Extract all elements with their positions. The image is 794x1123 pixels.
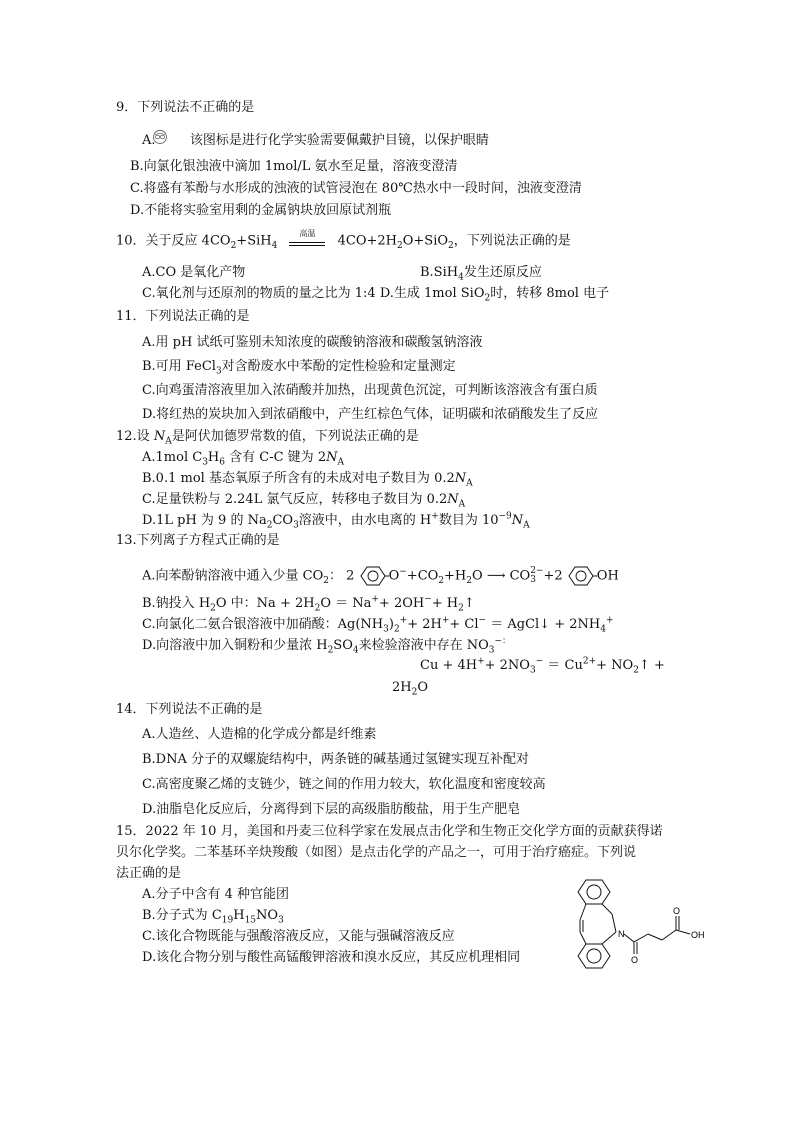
q13-option-d: [142, 638, 511, 654]
q10-option-a: A.CO 是氧化产物: [142, 265, 246, 280]
sub: 2: [314, 603, 321, 614]
eq-part: 2H: [392, 680, 412, 695]
sup: +: [605, 615, 614, 626]
sup: +: [441, 615, 450, 626]
q13-d-prefix: D.向溶液中加入铜粉和少量浓 H: [142, 638, 328, 653]
sub: 2: [438, 576, 445, 587]
sup: 2−: [530, 566, 544, 576]
eq-part: + 2NO: [484, 658, 530, 673]
q13-c-prefix: C.向氯化二氨合银溶液中加硝酸：Ag(NH: [142, 617, 384, 632]
sub: 3: [215, 366, 222, 377]
sub: 3: [383, 624, 389, 635]
q10-stem: [116, 229, 571, 252]
eq-part: O 中：Na + 2H: [215, 596, 315, 611]
q13-option-c: [142, 617, 614, 633]
sub: 4: [352, 645, 359, 656]
q13-stem: 13.下列离子方程式正确的是: [116, 533, 280, 548]
sub: 3: [293, 520, 299, 531]
sub: 2: [458, 603, 464, 614]
sub: 15: [244, 915, 257, 926]
sub: 2: [484, 293, 491, 304]
q10-text-3: 4CO+2H: [337, 233, 397, 249]
reaction-arrow: [287, 229, 327, 249]
avogadro-symbol: N: [511, 513, 524, 528]
sup: +: [371, 594, 379, 605]
sub: 2: [393, 624, 400, 635]
q12-suffix: 是阿伏加德罗常数的值，下列说法正确的是: [171, 429, 419, 444]
q10-b-prefix: B.SiH: [420, 265, 459, 280]
q12-prefix: 12.设: [116, 429, 154, 444]
sub: 3: [202, 457, 208, 468]
q10-option-c: C.氧化剂与还原剂的物质的量之比为 1:4: [142, 286, 376, 301]
q12-d-mid2: 数目为 10: [438, 513, 499, 528]
sup: 2+: [582, 656, 597, 667]
q11-option-b: [142, 359, 456, 375]
q15-option-d: D.该化合物分别与酸性高锰酸钾溶液和溴水反应，其反应机理相同: [142, 950, 521, 965]
q15-stem-line3: 法正确的是: [116, 866, 182, 881]
q9-a-text: 该图标是进行化学实验需要佩戴护目镜，以保护眼睛: [189, 133, 489, 148]
q15-option-a: A.分子中含有 4 种官能团: [142, 887, 290, 902]
q13-d-equation-cont: [392, 680, 428, 696]
q12-option-b: [142, 471, 473, 487]
avogadro-symbol: N: [454, 471, 467, 486]
carbonate: CO: [509, 568, 531, 584]
q9-option-b: B.向氯化银浊液中滴加 1mol/L 氨水至足量，溶液变澄清: [130, 159, 458, 174]
q14-option-b: B.DNA 分子的双螺旋结构中，两条链的碱基通过氢键实现互补配对: [142, 752, 530, 767]
q12-option-d: D.1L pH 为 9 的 $Na_2CO_3$溶液中，由水电离的 H+数目为 $10^{-9}N_A$: [142, 511, 530, 531]
q15-option-b: B.分子式为 $C_{19}H_{15}NO_3$: [142, 908, 284, 926]
q11-stem: 11．下列说法正确的是: [116, 309, 250, 324]
eq-part: O: [417, 680, 429, 695]
dbco-acid-structure-diagram: [572, 876, 712, 974]
sub: 2: [210, 603, 216, 614]
coef: 2: [346, 568, 355, 584]
sub: 2: [397, 241, 403, 252]
q15-stem-line1: 15．2022 年 10 月，美国和丹麦三位科学家在发展点击化学和生物正交化学方面的贡献获得诺: [116, 824, 663, 839]
q10-option-b: [420, 265, 542, 281]
eq-part: ＝ AgCl↓ + 2NH: [490, 617, 601, 632]
avogadro-symbol: N: [447, 492, 459, 507]
eq-part: +CO: [406, 568, 439, 584]
q14-option-d: D.油脂皂化反应后，分离得到下层的高级脂肪酸盐，用于生产肥皂: [142, 802, 521, 817]
q12-d-mid: 溶液中，由水电离的 H: [298, 513, 432, 528]
avogadro-symbol: N: [326, 450, 338, 465]
sub: 6: [219, 457, 225, 468]
sub: 2: [230, 241, 237, 252]
q14-option-a: A.人造丝、人造棉的化学成分都是纤维素: [142, 727, 377, 742]
benzene-ring-icon: [359, 565, 389, 587]
sup: −：: [494, 636, 512, 647]
nitrogen-label: N: [618, 929, 625, 939]
eq-part: + H: [431, 596, 459, 611]
q9-option-d: D.不能将实验室用剩的金属钠块放回原试剂瓶: [130, 203, 392, 218]
sub: 2: [448, 241, 454, 252]
eq-part: ↑ +: [638, 658, 665, 673]
q9-option-a: [142, 133, 489, 149]
q13-d-equation: [420, 658, 665, 674]
hydroxyl-label: OH: [691, 930, 705, 940]
q9-stem: 9．下列说法不正确的是: [116, 100, 255, 115]
q10-b-suffix: 发生还原反应: [463, 265, 542, 280]
sub: A: [165, 436, 172, 447]
sup: −: [424, 594, 432, 605]
benzene-ring-icon: [567, 565, 597, 587]
sub: 2: [466, 576, 472, 587]
eq-part: Cu + 4H: [420, 658, 478, 673]
q15-stem-line2: 贝尔化学奖。二苯基环辛炔羧酸（如图）是点击化学的产品之一，可用于治疗癌症。下列说: [116, 845, 637, 860]
q13-d-suffix: 来检验溶液中存在 NO: [358, 638, 489, 653]
q11-b-prefix: B.可用 FeCl: [142, 359, 216, 374]
sub: A: [523, 520, 530, 531]
q15-b-prefix: B.分子式为 C: [142, 908, 222, 923]
q13-a-prefix: A.向苯酚钠溶液中通入少量 CO: [142, 568, 324, 584]
eq-part: SO: [333, 638, 353, 653]
sup: −: [399, 567, 407, 578]
q10-text-2: +SiH: [236, 233, 272, 249]
sub: 4: [458, 272, 464, 283]
q14-option-c: C.高密度聚乙烯的支链少，链之间的作用力较大，软化温度和密度较高: [142, 777, 546, 792]
sub: 2: [633, 665, 639, 676]
sub: A: [337, 457, 344, 468]
q12-option-a: A.1mol $C_3H_6$ 含有 C-C 键为 $2N_A$: [142, 450, 344, 468]
sup: −: [478, 615, 487, 626]
q14-stem: 14．下列说法不正确的是: [116, 702, 263, 717]
q9-a-prefix: A.: [142, 133, 156, 148]
sub: A: [458, 499, 466, 510]
eq-part: + 2H: [407, 617, 442, 632]
paren: ): [388, 617, 394, 632]
sub: 2: [411, 687, 418, 698]
sub: 3: [278, 915, 284, 926]
sup: +: [477, 656, 485, 667]
sub: A: [466, 478, 473, 489]
q11-option-a: A.用 pH 试纸可鉴别未知浓度的碳酸钠溶液和碳酸氢钠溶液: [142, 335, 483, 350]
eq-part: + Cl: [449, 617, 479, 632]
carboxyl-oxygen-label: O: [673, 906, 681, 916]
sub: 2: [327, 645, 334, 656]
q10-option-d: D.生成 1mol SiO: [379, 286, 485, 301]
q15-option-c: C.该化合物既能与强酸溶液反应，又能与强碱溶液反应: [142, 929, 455, 944]
sub: 4: [600, 624, 606, 635]
eq-part: + 2OH: [378, 596, 425, 611]
avogadro-symbol: N: [153, 429, 166, 444]
sub: 2: [266, 520, 273, 531]
sup: +: [399, 615, 408, 626]
eq-part: ＝ Cu: [547, 658, 583, 673]
q13-b-prefix: B.钠投入 H: [142, 596, 211, 611]
q10-text-4: O+SiO: [402, 233, 449, 249]
hydroxyl: OH: [596, 568, 619, 584]
q12-a-prefix: A.1mol C: [142, 450, 203, 465]
q12-a-mid: 含有 C-C 键为 2: [225, 450, 327, 465]
eq-part: + NO: [596, 658, 634, 673]
sub: 3: [529, 665, 536, 676]
q11-option-d: D.将红热的炭块加入到浓硝酸中，产生红棕色气体，证明碳和浓硝酸发生了反应: [142, 407, 599, 422]
sup: −9: [498, 511, 512, 522]
q10-text-5: ，下列说法正确的是: [453, 233, 571, 249]
sub: 3: [530, 575, 536, 585]
sup: +: [431, 511, 439, 522]
q9-option-c: C.将盛有苯酚与水形成的浊液的试管浸泡在 80℃热水中一段时间，浊液变澄清: [130, 181, 582, 196]
q10-option-c-d: [142, 286, 609, 302]
q12-d-prefix: D.1L pH 为 9 的 Na: [142, 513, 267, 528]
sub: 2: [323, 576, 329, 587]
sub: 19: [221, 915, 234, 926]
q10-d-suffix: 时，转移 8mol 电子: [490, 286, 610, 301]
q12-option-c: [142, 492, 465, 508]
safety-goggles-icon: [152, 130, 168, 144]
sub: 4: [271, 241, 278, 252]
q12-b-text: B.0.1 mol 基态氧原子所含有的未成对电子数目为 0.2: [142, 471, 455, 486]
q13-option-b: B.钠投入 $H_2O$ 中：$Na + 2H_2O = Na^++ 2OH^-+$ $H_2↑$: [142, 594, 475, 614]
eq-part: +H: [444, 568, 467, 584]
eq-part: O: [472, 568, 483, 584]
sub: 3: [488, 645, 495, 656]
q12-stem: [116, 429, 419, 445]
reaction-condition: 高温: [299, 229, 316, 238]
q11-option-c: C.向鸡蛋清溶液里加入浓硝酸并加热，出现黄色沉淀，可判断该溶液含有蛋白质: [142, 383, 598, 398]
eq-part: O ＝ Na: [320, 596, 372, 611]
q12-c-text: C.足量铁粉与 2.24L 氯气反应，转移电子数目为 0.2: [142, 492, 448, 507]
amide-oxygen-label: O: [631, 955, 639, 965]
q13-option-a: A.向苯酚钠溶液中通入少量 $CO_2$： 2 $O^-+CO_2+H_2O$ ⟶ CO 2− 3 +2 OH: [142, 566, 619, 587]
eq-part: +2: [543, 568, 563, 584]
q10-text-1: 10．关于反应 4CO: [116, 233, 231, 249]
q11-b-suffix: 对含酚废水中苯酚的定性检验和定量测定: [221, 359, 456, 374]
phenoxide-o: O: [388, 568, 400, 584]
sup: −: [535, 656, 544, 667]
